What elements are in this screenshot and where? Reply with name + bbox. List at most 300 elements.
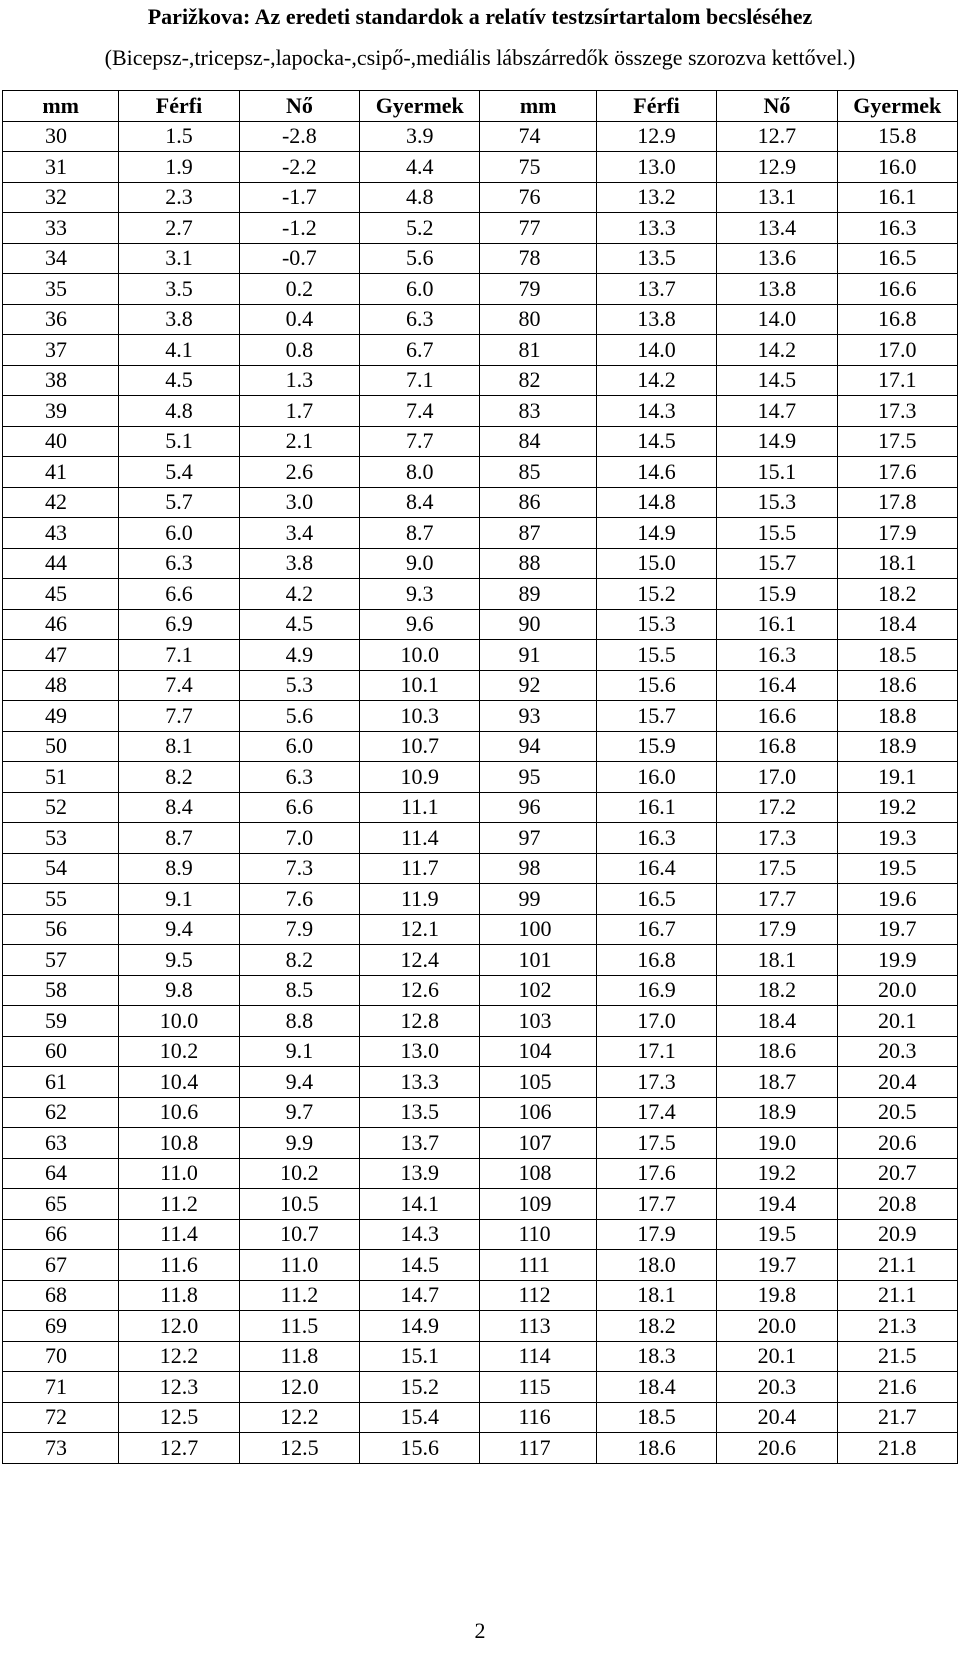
table-cell: 81 — [480, 335, 596, 366]
table-cell: 17.1 — [837, 365, 957, 396]
table-cell: 18.6 — [837, 670, 957, 701]
table-cell: 19.5 — [837, 853, 957, 884]
table-cell: 57 — [3, 945, 119, 976]
table-row — [3, 914, 958, 945]
table-cell: 9.5 — [119, 945, 239, 976]
table-cell: 61 — [3, 1067, 119, 1098]
table-row — [3, 1006, 958, 1037]
table-cell: 77 — [480, 213, 596, 244]
table-cell: 18.1 — [596, 1280, 716, 1311]
table-cell: 4.5 — [119, 365, 239, 396]
table-cell: 15.0 — [596, 548, 716, 579]
table-cell: 17.0 — [596, 1006, 716, 1037]
table-cell: 6.0 — [119, 518, 239, 549]
table-cell: 3.1 — [119, 243, 239, 274]
table-cell: 11.4 — [360, 823, 480, 854]
table-cell: 11.1 — [360, 792, 480, 823]
table-cell: 98 — [480, 853, 596, 884]
table-cell: 16.4 — [717, 670, 837, 701]
table-cell: 96 — [480, 792, 596, 823]
table-cell: 4.8 — [360, 182, 480, 213]
table-cell: 11.2 — [239, 1280, 359, 1311]
table-row — [3, 1219, 958, 1250]
table-cell: 17.5 — [596, 1128, 716, 1159]
table-row — [3, 365, 958, 396]
table-row — [3, 1097, 958, 1128]
table-cell: 33 — [3, 213, 119, 244]
column-header: Gyermek — [837, 91, 957, 122]
table-cell: 7.1 — [360, 365, 480, 396]
table-cell: 13.3 — [360, 1067, 480, 1098]
table-cell: 10.4 — [119, 1067, 239, 1098]
table-cell: 16.7 — [596, 914, 716, 945]
table-cell: 10.5 — [239, 1189, 359, 1220]
table-cell: 97 — [480, 823, 596, 854]
table-cell: 8.0 — [360, 457, 480, 488]
table-cell: 18.4 — [596, 1372, 716, 1403]
table-cell: 14.5 — [596, 426, 716, 457]
table-cell: 18.8 — [837, 701, 957, 732]
table-cell: 18.7 — [717, 1067, 837, 1098]
body-fat-table — [2, 90, 958, 1464]
table-row — [3, 945, 958, 976]
table-cell: 13.7 — [596, 274, 716, 305]
table-row — [3, 121, 958, 152]
table-cell: 18.9 — [717, 1097, 837, 1128]
table-cell: 44 — [3, 548, 119, 579]
table-row — [3, 853, 958, 884]
table-cell: 31 — [3, 152, 119, 183]
table-cell: 17.3 — [596, 1067, 716, 1098]
table-cell: 12.9 — [596, 121, 716, 152]
table-cell: 80 — [480, 304, 596, 335]
table-cell: 83 — [480, 396, 596, 427]
table-cell: 17.4 — [596, 1097, 716, 1128]
table-cell: 0.4 — [239, 304, 359, 335]
table-cell: 12.8 — [360, 1006, 480, 1037]
table-cell: 11.2 — [119, 1189, 239, 1220]
table-cell: 19.7 — [837, 914, 957, 945]
table-cell: 19.3 — [837, 823, 957, 854]
table-cell: 7.9 — [239, 914, 359, 945]
table-cell: 16.0 — [596, 762, 716, 793]
table-cell: 15.6 — [596, 670, 716, 701]
table-cell: 16.3 — [596, 823, 716, 854]
table-cell: 18.1 — [717, 945, 837, 976]
table-cell: 106 — [480, 1097, 596, 1128]
table-cell: 47 — [3, 640, 119, 671]
table-cell: 15.2 — [596, 579, 716, 610]
table-cell: 16.9 — [596, 975, 716, 1006]
table-cell: 6.3 — [239, 762, 359, 793]
table-cell: 2.3 — [119, 182, 239, 213]
table-cell: 12.9 — [717, 152, 837, 183]
column-header: Gyermek — [360, 91, 480, 122]
table-row — [3, 609, 958, 640]
table-cell: 116 — [480, 1402, 596, 1433]
table-cell: 46 — [3, 609, 119, 640]
table-cell: 14.2 — [717, 335, 837, 366]
table-cell: 65 — [3, 1189, 119, 1220]
table-cell: 111 — [480, 1250, 596, 1281]
table-row — [3, 457, 958, 488]
table-cell: 16.4 — [596, 853, 716, 884]
document-subtitle: (Bicepsz-,tricepsz-,lapocka-,csipő-,mediális lábszárredők összege szorozva kettővel.) — [104, 45, 856, 70]
table-cell: 20.6 — [837, 1128, 957, 1159]
table-cell: 21.3 — [837, 1311, 957, 1342]
table-cell: 20.4 — [837, 1067, 957, 1098]
table-cell: 115 — [480, 1372, 596, 1403]
table-cell: 15.9 — [717, 579, 837, 610]
table-cell: 12.3 — [119, 1372, 239, 1403]
table-cell: 58 — [3, 975, 119, 1006]
table-cell: 7.6 — [239, 884, 359, 915]
table-cell: 10.7 — [360, 731, 480, 762]
table-cell: 17.1 — [596, 1036, 716, 1067]
table-cell: 43 — [3, 518, 119, 549]
table-cell: 17.9 — [837, 518, 957, 549]
table-cell: 74 — [480, 121, 596, 152]
table-cell: 19.9 — [837, 945, 957, 976]
table-row — [3, 518, 958, 549]
table-cell: 5.2 — [360, 213, 480, 244]
table-cell: 19.5 — [717, 1219, 837, 1250]
table-cell: 102 — [480, 975, 596, 1006]
table-row — [3, 1402, 958, 1433]
table-cell: 6.3 — [119, 548, 239, 579]
table-cell: 14.5 — [717, 365, 837, 396]
table-cell: 16.0 — [837, 152, 957, 183]
table-cell: 70 — [3, 1341, 119, 1372]
table-cell: 18.2 — [837, 579, 957, 610]
table-cell: 2.7 — [119, 213, 239, 244]
table-cell: 18.2 — [596, 1311, 716, 1342]
table-row — [3, 304, 958, 335]
table-cell: 34 — [3, 243, 119, 274]
table-cell: 8.7 — [360, 518, 480, 549]
table-cell: -0.7 — [239, 243, 359, 274]
table-cell: 4.1 — [119, 335, 239, 366]
table-cell: 40 — [3, 426, 119, 457]
table-cell: 113 — [480, 1311, 596, 1342]
table-cell: 15.1 — [360, 1341, 480, 1372]
table-cell: 17.7 — [596, 1189, 716, 1220]
table-cell: 6.0 — [360, 274, 480, 305]
table-cell: 8.9 — [119, 853, 239, 884]
column-header: Nő — [239, 91, 359, 122]
table-cell: 15.3 — [596, 609, 716, 640]
table-cell: 11.0 — [119, 1158, 239, 1189]
table-cell: 88 — [480, 548, 596, 579]
table-cell: 12.5 — [239, 1433, 359, 1464]
table-cell: 5.6 — [239, 701, 359, 732]
table-cell: 110 — [480, 1219, 596, 1250]
table-cell: 5.1 — [119, 426, 239, 457]
table-cell: 9.7 — [239, 1097, 359, 1128]
table-row — [3, 731, 958, 762]
table-cell: 73 — [3, 1433, 119, 1464]
table-row — [3, 823, 958, 854]
table-cell: 5.4 — [119, 457, 239, 488]
table-cell: 11.6 — [119, 1250, 239, 1281]
table-row — [3, 884, 958, 915]
table-cell: 95 — [480, 762, 596, 793]
table-cell: 3.0 — [239, 487, 359, 518]
table-cell: 17.7 — [717, 884, 837, 915]
table-cell: 20.0 — [717, 1311, 837, 1342]
table-cell: 12.7 — [119, 1433, 239, 1464]
table-cell: 19.7 — [717, 1250, 837, 1281]
table-cell: 16.1 — [717, 609, 837, 640]
table-cell: 79 — [480, 274, 596, 305]
table-cell: 14.6 — [596, 457, 716, 488]
table-cell: 20.0 — [837, 975, 957, 1006]
table-row — [3, 152, 958, 183]
table-cell: 1.5 — [119, 121, 239, 152]
column-header: Férfi — [596, 91, 716, 122]
table-cell: 18.5 — [596, 1402, 716, 1433]
table-cell: 14.9 — [717, 426, 837, 457]
table-row — [3, 792, 958, 823]
table-cell: 92 — [480, 670, 596, 701]
table-cell: 11.4 — [119, 1219, 239, 1250]
table-cell: 17.6 — [596, 1158, 716, 1189]
table-cell: 5.3 — [239, 670, 359, 701]
table-cell: 64 — [3, 1158, 119, 1189]
table-cell: 100 — [480, 914, 596, 945]
table-cell: 21.5 — [837, 1341, 957, 1372]
table-cell: 13.8 — [717, 274, 837, 305]
table-cell: 16.3 — [717, 640, 837, 671]
table-cell: 4.4 — [360, 152, 480, 183]
table-cell: 38 — [3, 365, 119, 396]
table-cell: 32 — [3, 182, 119, 213]
table-row — [3, 579, 958, 610]
table-cell: 17.3 — [717, 823, 837, 854]
column-header: mm — [480, 91, 596, 122]
table-row — [3, 1372, 958, 1403]
table-cell: 12.5 — [119, 1402, 239, 1433]
table-cell: 7.4 — [360, 396, 480, 427]
table-cell: 15.7 — [596, 701, 716, 732]
table-cell: 10.9 — [360, 762, 480, 793]
table-cell: 11.9 — [360, 884, 480, 915]
table-cell: 59 — [3, 1006, 119, 1037]
table-cell: 51 — [3, 762, 119, 793]
table-cell: 14.7 — [360, 1280, 480, 1311]
table-cell: 84 — [480, 426, 596, 457]
table-row — [3, 274, 958, 305]
table-cell: 56 — [3, 914, 119, 945]
table-cell: 11.0 — [239, 1250, 359, 1281]
table-cell: 55 — [3, 884, 119, 915]
table-cell: 10.0 — [119, 1006, 239, 1037]
table-row — [3, 182, 958, 213]
table-cell: 13.5 — [360, 1097, 480, 1128]
table-row — [3, 975, 958, 1006]
table-cell: 8.2 — [239, 945, 359, 976]
table-cell: 13.5 — [596, 243, 716, 274]
table-cell: 18.2 — [717, 975, 837, 1006]
table-cell: 6.9 — [119, 609, 239, 640]
table-cell: 17.2 — [717, 792, 837, 823]
table-cell: 14.3 — [360, 1219, 480, 1250]
table-cell: 16.8 — [717, 731, 837, 762]
table-cell: 8.4 — [360, 487, 480, 518]
table-cell: 72 — [3, 1402, 119, 1433]
table-cell: 14.1 — [360, 1189, 480, 1220]
table-cell: 0.2 — [239, 274, 359, 305]
table-cell: 12.0 — [119, 1311, 239, 1342]
table-cell: 14.9 — [596, 518, 716, 549]
table-cell: 45 — [3, 579, 119, 610]
table-cell: 117 — [480, 1433, 596, 1464]
table-cell: 7.3 — [239, 853, 359, 884]
table-cell: 13.9 — [360, 1158, 480, 1189]
table-cell: 20.7 — [837, 1158, 957, 1189]
table-cell: 17.8 — [837, 487, 957, 518]
table-cell: 18.4 — [837, 609, 957, 640]
table-cell: 37 — [3, 335, 119, 366]
table-cell: 17.9 — [596, 1219, 716, 1250]
table-cell: 9.1 — [239, 1036, 359, 1067]
table-cell: 21.1 — [837, 1250, 957, 1281]
table-cell: 94 — [480, 731, 596, 762]
table-cell: 42 — [3, 487, 119, 518]
table-cell: 17.5 — [717, 853, 837, 884]
table-cell: 16.8 — [596, 945, 716, 976]
table-row — [3, 762, 958, 793]
table-cell: 41 — [3, 457, 119, 488]
table-cell: 20.3 — [717, 1372, 837, 1403]
table-cell: 17.3 — [837, 396, 957, 427]
document-title: Parižkova: Az eredeti standardok a relatív testzsírtartalom becsléséhez — [147, 4, 813, 29]
table-cell: 9.4 — [239, 1067, 359, 1098]
table-cell: 19.6 — [837, 884, 957, 915]
table-cell: 19.8 — [717, 1280, 837, 1311]
table-row — [3, 243, 958, 274]
table-cell: 101 — [480, 945, 596, 976]
table-row — [3, 487, 958, 518]
table-cell: 5.6 — [360, 243, 480, 274]
table-cell: -1.7 — [239, 182, 359, 213]
table-cell: 13.7 — [360, 1128, 480, 1159]
table-cell: 7.0 — [239, 823, 359, 854]
table-cell: 54 — [3, 853, 119, 884]
table-row — [3, 396, 958, 427]
table-cell: 13.6 — [717, 243, 837, 274]
table-row — [3, 548, 958, 579]
table-cell: 109 — [480, 1189, 596, 1220]
table-cell: 10.2 — [239, 1158, 359, 1189]
table-cell: 16.8 — [837, 304, 957, 335]
table-cell: 17.0 — [717, 762, 837, 793]
table-cell: 50 — [3, 731, 119, 762]
table-cell: 20.5 — [837, 1097, 957, 1128]
table-cell: 18.3 — [596, 1341, 716, 1372]
column-header: Nő — [717, 91, 837, 122]
table-cell: 35 — [3, 274, 119, 305]
table-cell: 18.1 — [837, 548, 957, 579]
table-cell: 114 — [480, 1341, 596, 1372]
table-cell: 112 — [480, 1280, 596, 1311]
table-cell: 17.5 — [837, 426, 957, 457]
table-cell: 8.7 — [119, 823, 239, 854]
table-cell: 12.2 — [119, 1341, 239, 1372]
table-cell: 103 — [480, 1006, 596, 1037]
table-cell: 9.0 — [360, 548, 480, 579]
table-cell: 87 — [480, 518, 596, 549]
table-cell: 75 — [480, 152, 596, 183]
table-cell: 16.6 — [837, 274, 957, 305]
table-cell: 21.1 — [837, 1280, 957, 1311]
table-row — [3, 335, 958, 366]
table-cell: 10.6 — [119, 1097, 239, 1128]
table-cell: 18.6 — [596, 1433, 716, 1464]
table-cell: 104 — [480, 1036, 596, 1067]
table-cell: 12.4 — [360, 945, 480, 976]
table-cell: 21.7 — [837, 1402, 957, 1433]
column-header: mm — [3, 91, 119, 122]
table-cell: 13.0 — [360, 1036, 480, 1067]
table-cell: 99 — [480, 884, 596, 915]
table-cell: 6.3 — [360, 304, 480, 335]
table-cell: 76 — [480, 182, 596, 213]
table-cell: 10.2 — [119, 1036, 239, 1067]
table-cell: 17.0 — [837, 335, 957, 366]
table-cell: 69 — [3, 1311, 119, 1342]
table-cell: 7.7 — [360, 426, 480, 457]
table-cell: -2.2 — [239, 152, 359, 183]
table-cell: 20.1 — [837, 1006, 957, 1037]
table-cell: 4.5 — [239, 609, 359, 640]
table-body — [3, 121, 958, 1463]
table-cell: 85 — [480, 457, 596, 488]
table-cell: 15.5 — [717, 518, 837, 549]
table-cell: 12.1 — [360, 914, 480, 945]
table-cell: 15.2 — [360, 1372, 480, 1403]
table-cell: 20.4 — [717, 1402, 837, 1433]
table-cell: 14.9 — [360, 1311, 480, 1342]
table-cell: 20.3 — [837, 1036, 957, 1067]
table-cell: 8.1 — [119, 731, 239, 762]
table-cell: 7.7 — [119, 701, 239, 732]
table-cell: 18.9 — [837, 731, 957, 762]
table-cell: 19.1 — [837, 762, 957, 793]
table-row — [3, 1128, 958, 1159]
table-cell: 10.1 — [360, 670, 480, 701]
table-cell: 16.1 — [596, 792, 716, 823]
table-cell: 13.4 — [717, 213, 837, 244]
table-cell: 9.4 — [119, 914, 239, 945]
table-cell: 9.6 — [360, 609, 480, 640]
table-cell: 3.8 — [239, 548, 359, 579]
table-cell: 8.5 — [239, 975, 359, 1006]
table-cell: 18.6 — [717, 1036, 837, 1067]
table-row — [3, 1158, 958, 1189]
table-cell: 17.6 — [837, 457, 957, 488]
table-cell: 10.3 — [360, 701, 480, 732]
table-cell: 16.3 — [837, 213, 957, 244]
table-cell: 14.5 — [360, 1250, 480, 1281]
table-cell: 105 — [480, 1067, 596, 1098]
table-row — [3, 426, 958, 457]
table-cell: 3.5 — [119, 274, 239, 305]
table-header-row — [3, 91, 958, 122]
table-cell: 30 — [3, 121, 119, 152]
table-cell: 15.6 — [360, 1433, 480, 1464]
table-cell: 11.7 — [360, 853, 480, 884]
